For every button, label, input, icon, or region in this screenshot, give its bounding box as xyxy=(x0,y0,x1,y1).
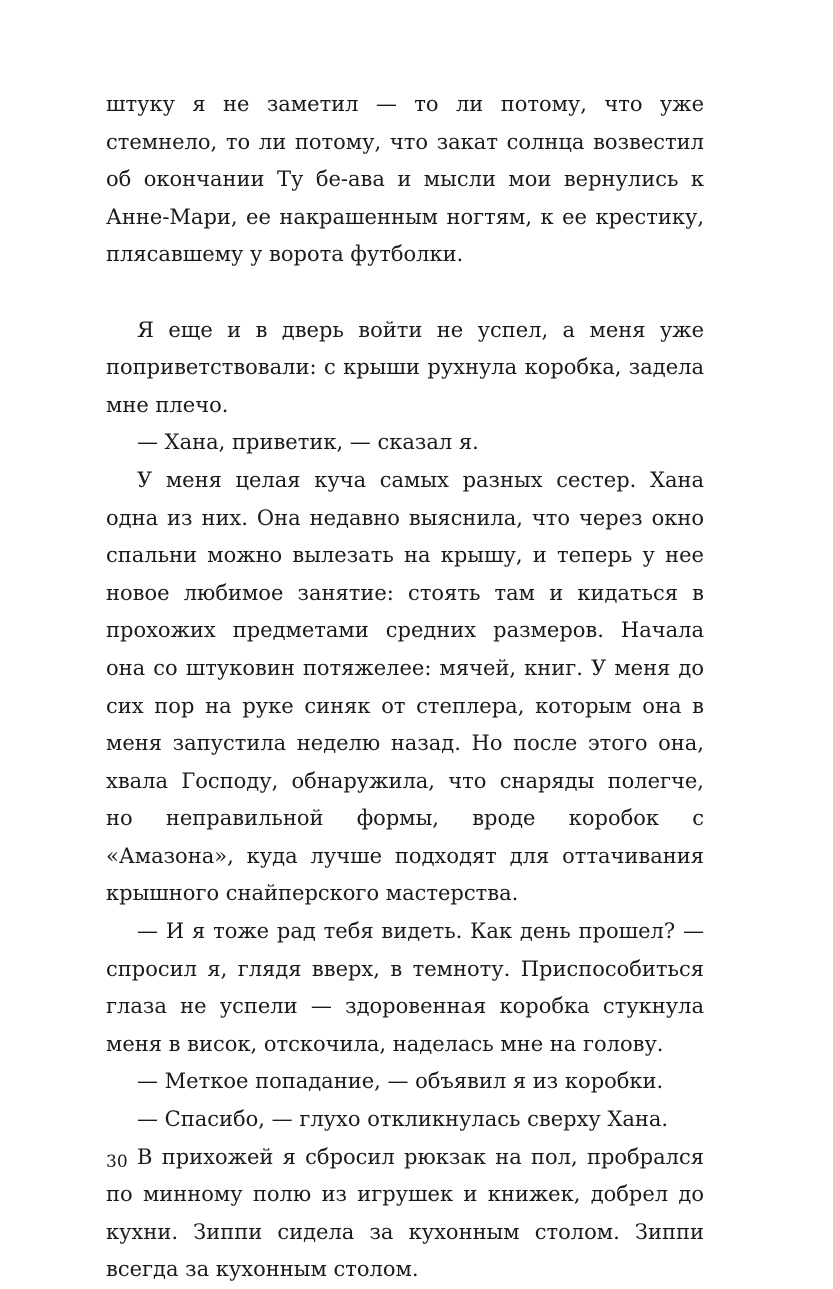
dialogue-line: — Хана, приветик, — сказал я. xyxy=(137,430,479,455)
page-number: 30 xyxy=(106,1152,128,1172)
dialogue-line: — Спасибо, — глухо откликнулась сверху Хана. xyxy=(137,1107,669,1132)
paragraph: В прихожей я сбросил рюкзак на пол, пробрался по минному полю из игрушек и книжек, добрел до кухни. Зиппи сидела за кухонным столом. Зиппи всегда за кухонным столом. xyxy=(106,1144,704,1282)
paragraph: Я еще и в дверь войти не успел, а меня уже поприветствовали: с крыши рухнула коробка, задела мне плечо. xyxy=(106,317,704,417)
paragraph: У меня целая куча самых разных сестер. Хана одна из них. Она недавно выяснила, что через окно спальни можно вылезать на крышу, и теперь у нее новое любимое занятие: стоять там и кидаться в прохожих предметами средних размеров. Начала она со штуковин потяжелее: мячей, книг. У меня до сих пор на руке синяк от степлера, которым она в меня запустила неделю назад. Но после этого она, хвала Господу, обнаружила, что снаряды полегче, но неправильной формы, вроде коробок с «Амазона», куда лучше подходят для оттачивания крышного снайперского мастерства. xyxy=(106,467,704,906)
dialogue-line: — Меткое попадание, — объявил я из коробки. xyxy=(137,1069,664,1094)
dialogue-line: — И я тоже рад тебя видеть. Как день прошел? — спросил я, глядя вверх, в темноту. Приспособиться глаза не успели — здоровенная коробка стукнула меня в висок, отскочила, наделась мне на голову. xyxy=(106,919,704,1056)
section-break xyxy=(106,274,704,312)
paragraph-continuation: штуку я не заметил — то ли потому, что уже стемнело, то ли потому, что закат солнца возвестил об окончании Ту бе-ава и мысли мои вернулись к Анне-Мари, ее накрашенным ногтям, к ее крестику, плясавшему у ворота футболки. xyxy=(106,92,704,267)
body-text xyxy=(106,86,704,1289)
